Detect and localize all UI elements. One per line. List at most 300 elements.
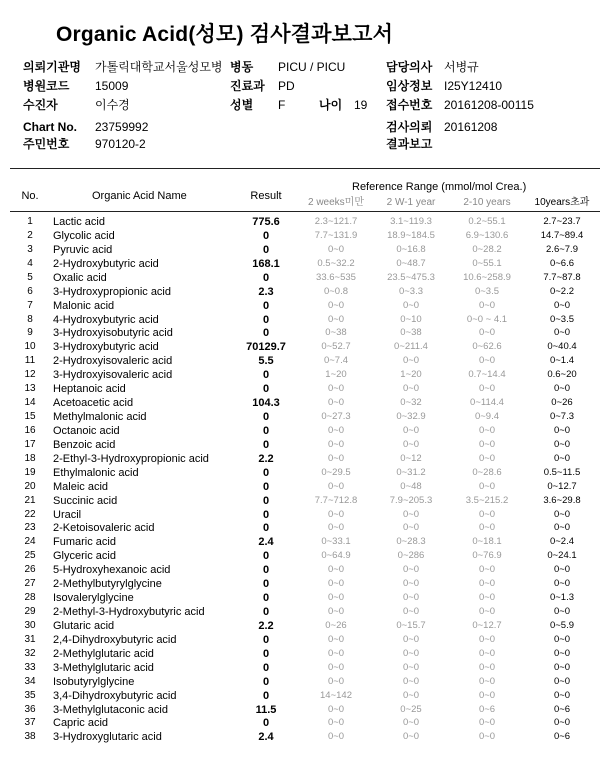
row-number: 23 xyxy=(24,522,36,534)
ssn-value: 970120-2 xyxy=(95,137,146,151)
range-2w-1y: 18.9~184.5 xyxy=(387,229,435,241)
table-row xyxy=(0,368,607,382)
range-over-10y: 0~26 xyxy=(551,397,573,409)
range-under-2-weeks: 0~0 xyxy=(327,578,345,590)
range-under-2-weeks: 0~0 xyxy=(327,383,345,395)
row-number: 35 xyxy=(24,689,36,701)
range-2-10y: 0~18.1 xyxy=(472,536,502,548)
acid-name: 3-Methylglutaconic acid xyxy=(53,703,168,716)
range-2-10y: 0~0 xyxy=(478,689,496,701)
table-row xyxy=(0,549,607,563)
table-row xyxy=(0,703,607,717)
range-2-10y: 0~12.7 xyxy=(472,619,502,631)
range-over-10y: 0~1.3 xyxy=(549,592,575,604)
range-2w-1y: 0~211.4 xyxy=(394,341,428,353)
range-2-10y: 0~28.6 xyxy=(472,466,502,478)
row-number: 37 xyxy=(24,717,36,729)
range-over-10y: 0~0 xyxy=(553,452,571,464)
row-number: 26 xyxy=(24,564,36,576)
range-2-10y: 6.9~130.6 xyxy=(465,229,509,241)
row-number: 11 xyxy=(24,355,36,367)
range-under-2-weeks: 0~29.5 xyxy=(321,466,351,478)
range-under-2-weeks: 1~20 xyxy=(325,369,347,381)
result-value: 5.5 xyxy=(258,355,274,368)
range-under-2-weeks: 0~64.9 xyxy=(321,550,351,562)
row-number: 18 xyxy=(24,452,36,464)
range-under-2-weeks: 0~0 xyxy=(327,661,345,673)
table-row xyxy=(0,340,607,354)
range-under-2-weeks: 33.6~535 xyxy=(316,271,356,283)
range-under-2-weeks: 7.7~712.8 xyxy=(314,494,358,506)
range-2w-1y: 0~15.7 xyxy=(396,619,426,631)
range-2-10y: 0~76.9 xyxy=(472,550,502,562)
range-under-2-weeks: 0~27.3 xyxy=(321,411,351,423)
range-2w-1y: 0~0 xyxy=(402,522,420,534)
request-label: 검사의뢰 xyxy=(386,120,433,134)
row-number: 33 xyxy=(24,661,36,673)
result-value: 2.4 xyxy=(258,536,274,549)
row-number: 25 xyxy=(24,550,36,562)
table-row xyxy=(0,452,607,466)
row-number: 7 xyxy=(27,299,33,311)
range-2-10y: 0~0 xyxy=(478,717,496,729)
acid-name: 2-Methyl-3-Hydroxybutyric acid xyxy=(53,606,205,619)
range-2w-1y: 0~32 xyxy=(400,397,422,409)
table-row xyxy=(0,285,607,299)
result-value: 0 xyxy=(262,578,270,591)
range-2w-1y: 0~0 xyxy=(402,647,420,659)
table-row xyxy=(0,410,607,424)
row-number: 3 xyxy=(27,243,33,255)
range-under-2-weeks: 7.7~131.9 xyxy=(314,229,358,241)
range-2w-1y: 0~0 xyxy=(402,675,420,687)
row-number: 24 xyxy=(24,536,36,548)
range-over-10y: 0~0 xyxy=(553,438,571,450)
range-over-10y: 2.6~7.9 xyxy=(546,243,578,255)
range-under-2-weeks: 0~52.7 xyxy=(321,341,351,353)
result-value: 2.2 xyxy=(258,619,274,632)
result-value: 0 xyxy=(262,550,270,563)
result-value: 0 xyxy=(262,424,270,437)
acid-name: Lactic acid xyxy=(53,216,105,228)
range-under-2-weeks: 0~0 xyxy=(327,313,345,325)
range-2-10y: 0~0 xyxy=(478,592,496,604)
acid-name: 3-Hydroxyglutaric acid xyxy=(53,731,162,744)
row-number: 32 xyxy=(24,647,36,659)
range-under-2-weeks: 0~0 xyxy=(327,564,345,576)
acid-name: Malonic acid xyxy=(53,299,115,312)
row-number: 4 xyxy=(27,257,33,269)
dept-label: 진료과 xyxy=(230,79,265,93)
row-number: 31 xyxy=(24,633,36,645)
range-over-10y: 0~0 xyxy=(553,717,571,729)
acid-name: Heptanoic acid xyxy=(53,383,126,396)
acid-name: Uracil xyxy=(53,508,82,521)
row-number: 28 xyxy=(24,592,36,604)
tester-label: 수진자 xyxy=(23,98,58,112)
result-value: 0 xyxy=(262,299,270,312)
row-number: 22 xyxy=(24,508,36,520)
row-number: 29 xyxy=(24,606,36,618)
range-2-10y: 0~0 ~ 4.1 xyxy=(466,313,508,325)
result-value: 104.3 xyxy=(252,397,280,410)
table-row xyxy=(0,494,607,508)
acid-name: Maleic acid xyxy=(53,480,109,493)
table-row xyxy=(0,438,607,452)
clinical-value: I25Y12410 xyxy=(444,79,503,93)
col-name: Organic Acid Name xyxy=(92,190,187,202)
range-over-10y: 0~0 xyxy=(553,689,571,701)
age-value: 19 xyxy=(354,98,368,112)
table-row xyxy=(0,313,607,327)
table-row xyxy=(0,396,607,410)
row-number: 17 xyxy=(24,438,36,450)
range-under-2-weeks: 0~0 xyxy=(327,452,345,464)
col-result: Result xyxy=(250,190,282,202)
range-2-10y: 0~114.4 xyxy=(470,397,504,409)
range-2w-1y: 0~38 xyxy=(400,327,422,339)
range-over-10y: 0~40.4 xyxy=(547,341,577,353)
acid-name: 3-Hydroxypropionic acid xyxy=(53,285,171,298)
row-number: 14 xyxy=(24,397,36,409)
range-over-10y: 0~6 xyxy=(553,703,571,715)
range-2w-1y: 0~0 xyxy=(402,424,420,436)
acid-name: 3-Hydroxybutyric acid xyxy=(53,341,159,354)
accession-label: 접수번호 xyxy=(386,98,433,112)
range-under-2-weeks: 0~0 xyxy=(327,424,345,436)
row-number: 19 xyxy=(24,466,36,478)
range-over-10y: 0~0 xyxy=(553,633,571,645)
range-2-10y: 3.5~215.2 xyxy=(465,494,509,506)
chart-value: 23759992 xyxy=(95,120,149,134)
row-number: 5 xyxy=(27,271,33,283)
range-2-10y: 0.2~55.1 xyxy=(468,216,506,227)
acid-name: 2-Methylglutaric acid xyxy=(53,647,154,660)
range-2w-1y: 0~16.8 xyxy=(396,243,426,255)
range-under-2-weeks: 0~0 xyxy=(327,592,345,604)
range-2w-1y: 0~25 xyxy=(400,703,422,715)
acid-name: 2,4-Dihydroxybutyric acid xyxy=(53,633,177,646)
range-2-10y: 0~0 xyxy=(478,438,496,450)
range-under-2-weeks: 0~0.8 xyxy=(323,285,349,297)
age-label: 나이 xyxy=(319,98,343,112)
acid-name: 3-Methylglutaric acid xyxy=(53,661,154,674)
institution-label: 의뢰기관명 xyxy=(23,60,81,74)
ssn-label: 주민번호 xyxy=(23,137,70,151)
range-2w-1y: 3.1~119.3 xyxy=(390,216,432,227)
acid-name: Methylmalonic acid xyxy=(53,411,147,424)
range-over-10y: 0~0 xyxy=(553,606,571,618)
range-under-2-weeks: 0~33.1 xyxy=(321,536,351,548)
row-number: 27 xyxy=(24,578,36,590)
range-2-10y: 0~3.5 xyxy=(474,285,500,297)
table-row xyxy=(0,605,607,619)
result-value: 2.4 xyxy=(258,731,274,744)
row-number: 9 xyxy=(27,327,33,339)
range-2w-1y: 0~48.7 xyxy=(396,257,426,269)
acid-name: 2-Ketoisovaleric acid xyxy=(53,522,155,535)
range-2-10y: 0~6 xyxy=(478,703,496,715)
row-number: 6 xyxy=(27,285,33,297)
range-2-10y: 0.7~14.4 xyxy=(468,369,506,381)
accession-value: 20161208-00115 xyxy=(444,98,534,112)
range-over-10y: 14.7~89.4 xyxy=(540,229,584,241)
range-over-10y: 0~24.1 xyxy=(547,550,577,562)
table-row xyxy=(0,271,607,285)
range-2-10y: 0~0 xyxy=(478,452,496,464)
range-2-10y: 0~28.2 xyxy=(472,243,502,255)
acid-name: Pyruvic acid xyxy=(53,243,113,256)
range-over-10y: 0~3.5 xyxy=(549,313,575,325)
doctor-label: 담당의사 xyxy=(386,60,433,74)
table-row xyxy=(0,326,607,340)
result-value: 0 xyxy=(262,327,270,340)
acid-name: Succinic acid xyxy=(53,494,118,507)
range-under-2-weeks: 0~0 xyxy=(327,522,345,534)
range-over-10y: 0~0 xyxy=(553,327,571,339)
range-head: 10years초과 xyxy=(534,197,590,208)
acid-name: 5-Hydroxyhexanoic acid xyxy=(53,564,171,577)
table-row xyxy=(0,480,607,494)
result-value: 11.5 xyxy=(255,703,277,716)
row-number: 13 xyxy=(24,383,36,395)
range-under-2-weeks: 0~0 xyxy=(327,397,345,409)
range-over-10y: 0~0 xyxy=(553,383,571,395)
range-under-2-weeks: 0~0 xyxy=(327,717,345,729)
acid-name: Benzoic acid xyxy=(53,438,116,451)
result-value: 0 xyxy=(262,717,270,730)
range-2w-1y: 0~0 xyxy=(402,661,420,673)
range-over-10y: 0~0 xyxy=(553,578,571,590)
table-row xyxy=(0,647,607,661)
tester-value: 이수경 xyxy=(95,98,130,112)
result-value: 0 xyxy=(262,675,270,688)
range-under-2-weeks: 2.3~121.7 xyxy=(314,216,358,227)
range-2-10y: 0~0 xyxy=(478,564,496,576)
dept-value: PD xyxy=(278,79,295,93)
result-value: 0 xyxy=(262,647,270,660)
range-head: 2 W-1 year xyxy=(386,197,436,208)
range-2-10y: 0~0 xyxy=(478,633,496,645)
range-2w-1y: 0~286 xyxy=(397,550,425,562)
acid-name: 4-Hydroxybutyric acid xyxy=(53,313,159,326)
range-2w-1y: 0~0 xyxy=(402,731,420,743)
hospital-code-value: 15009 xyxy=(95,79,129,93)
row-number: 16 xyxy=(24,424,36,436)
request-value: 20161208 xyxy=(444,120,498,134)
table-row xyxy=(0,521,607,535)
range-2w-1y: 0~10 xyxy=(400,313,422,325)
range-under-2-weeks: 0~0 xyxy=(327,647,345,659)
range-2w-1y: 7.9~205.3 xyxy=(389,494,433,506)
range-2-10y: 0~62.6 xyxy=(472,341,502,353)
sex-label: 성별 xyxy=(230,98,254,112)
table-row xyxy=(0,299,607,313)
row-number: 34 xyxy=(24,675,36,687)
row-number: 38 xyxy=(24,731,36,743)
row-number: 12 xyxy=(24,369,36,381)
acid-name: 3-Hydroxyisobutyric acid xyxy=(53,327,173,340)
range-2-10y: 0~0 xyxy=(478,424,496,436)
report-label: 결과보고 xyxy=(386,137,433,151)
range-2w-1y: 0~0 xyxy=(402,508,420,520)
acid-name: Isovalerylglycine xyxy=(53,592,134,605)
range-2-10y: 0~55.1 xyxy=(472,257,502,269)
acid-name: 2-Ethyl-3-Hydroxypropionic acid xyxy=(53,452,209,465)
acid-name: Octanoic acid xyxy=(53,424,120,437)
range-over-10y: 0~2.2 xyxy=(549,285,575,297)
acid-name: Glycolic acid xyxy=(53,229,115,242)
range-under-2-weeks: 14~142 xyxy=(320,689,352,701)
range-2-10y: 0~0 xyxy=(478,480,496,492)
result-value: 0 xyxy=(262,661,270,674)
result-value: 2.2 xyxy=(258,452,274,465)
range-under-2-weeks: 0~0 xyxy=(327,480,345,492)
row-number: 1 xyxy=(27,216,33,227)
result-value: 0 xyxy=(262,522,270,535)
range-2w-1y: 0~0 xyxy=(402,633,420,645)
range-over-10y: 0~0 xyxy=(553,508,571,520)
range-2w-1y: 0~0 xyxy=(402,606,420,618)
row-number: 15 xyxy=(24,411,36,423)
table-divider xyxy=(10,211,600,212)
result-value: 0 xyxy=(262,229,270,242)
result-value: 0 xyxy=(262,243,270,256)
range-under-2-weeks: 0~0 xyxy=(327,731,345,743)
range-under-2-weeks: 0~0 xyxy=(327,299,345,311)
range-over-10y: 0~0 xyxy=(553,424,571,436)
range-2w-1y: 0~0 xyxy=(402,355,420,367)
result-value: 0 xyxy=(262,271,270,284)
table-row xyxy=(0,716,607,730)
table-row xyxy=(0,577,607,591)
range-2w-1y: 23.5~475.3 xyxy=(387,271,435,283)
acid-name: Glutaric acid xyxy=(53,619,115,632)
acid-name: Isobutyrylglycine xyxy=(53,675,135,688)
range-2-10y: 0~0 xyxy=(478,299,496,311)
result-value: 0 xyxy=(262,438,270,451)
result-value: 0 xyxy=(262,411,270,424)
result-value: 775.6 xyxy=(252,216,280,228)
range-under-2-weeks: 0~0 xyxy=(327,675,345,687)
range-2-10y: 0~0 xyxy=(478,647,496,659)
result-value: 0 xyxy=(262,606,270,619)
range-under-2-weeks: 0~0 xyxy=(327,243,345,255)
table-row xyxy=(0,466,607,480)
range-head: 2-10 years xyxy=(463,197,511,208)
range-2-10y: 10.6~258.9 xyxy=(463,271,511,283)
range-2w-1y: 0~48 xyxy=(400,480,422,492)
acid-name: 2-Hydroxyisovaleric acid xyxy=(53,355,173,368)
range-2w-1y: 0~12 xyxy=(400,452,422,464)
range-2-10y: 0~0 xyxy=(478,661,496,673)
table-row xyxy=(0,382,607,396)
table-row xyxy=(0,591,607,605)
range-over-10y: 0~0 xyxy=(553,661,571,673)
result-value: 168.1 xyxy=(252,257,280,270)
result-value: 70129.7 xyxy=(246,341,286,354)
range-over-10y: 0~0 xyxy=(553,564,571,576)
range-under-2-weeks: 0~26 xyxy=(325,619,347,631)
range-2w-1y: 0~0 xyxy=(402,717,420,729)
range-over-10y: 0~5.9 xyxy=(549,619,575,631)
table-row xyxy=(0,229,607,243)
result-value: 0 xyxy=(262,508,270,521)
range-over-10y: 0.6~20 xyxy=(547,369,577,381)
table-row xyxy=(0,661,607,675)
result-value: 0 xyxy=(262,689,270,702)
range-2-10y: 0~0 xyxy=(478,383,496,395)
result-value: 0 xyxy=(262,480,270,493)
table-row xyxy=(0,689,607,703)
report-title: Organic Acid(성모) 검사결과보고서 xyxy=(56,23,394,46)
range-2w-1y: 0~0 xyxy=(402,299,420,311)
range-over-10y: 0~6.6 xyxy=(549,257,575,269)
acid-name: 3,4-Dihydroxybutyric acid xyxy=(53,689,177,702)
table-row xyxy=(0,424,607,438)
range-2w-1y: 0~28.3 xyxy=(396,536,426,548)
result-value: 0 xyxy=(262,466,270,479)
range-2w-1y: 0~0 xyxy=(402,383,420,395)
result-value: 0 xyxy=(262,592,270,605)
range-over-10y: 0~2.4 xyxy=(549,536,575,548)
range-2w-1y: 0~32.9 xyxy=(396,411,426,423)
range-2w-1y: 1~20 xyxy=(400,369,422,381)
acid-name: Acetoacetic acid xyxy=(53,397,134,410)
table-row xyxy=(0,633,607,647)
range-over-10y: 0~7.3 xyxy=(549,411,575,423)
range-2w-1y: 0~0 xyxy=(402,438,420,450)
range-over-10y: 0~0 xyxy=(553,675,571,687)
range-over-10y: 2.7~23.7 xyxy=(543,216,581,227)
range-2-10y: 0~0 xyxy=(478,522,496,534)
institution-value: 가톨릭대학교서울성모병 xyxy=(95,60,223,74)
range-under-2-weeks: 0~0 xyxy=(327,508,345,520)
range-over-10y: 0~0 xyxy=(553,522,571,534)
acid-name: 2-Methylbutyrylglycine xyxy=(53,578,162,591)
range-over-10y: 7.7~87.8 xyxy=(543,271,581,283)
table-row xyxy=(0,243,607,257)
range-over-10y: 0~0 xyxy=(553,647,571,659)
row-number: 8 xyxy=(27,313,33,325)
range-2w-1y: 0~0 xyxy=(402,592,420,604)
range-over-10y: 0~1.4 xyxy=(549,355,575,367)
range-over-10y: 0.5~11.5 xyxy=(543,466,581,478)
table-row xyxy=(0,354,607,368)
range-under-2-weeks: 0.5~32.2 xyxy=(317,257,355,269)
range-under-2-weeks: 0~38 xyxy=(325,327,347,339)
range-over-10y: 3.6~29.8 xyxy=(543,494,581,506)
range-2w-1y: 0~3.3 xyxy=(398,285,424,297)
row-number: 30 xyxy=(24,619,36,631)
hospital-code-label: 병원코드 xyxy=(23,79,70,93)
table-row xyxy=(0,619,607,633)
range-head: 2 weeks미만 xyxy=(307,197,364,208)
range-over-10y: 0~0 xyxy=(553,299,571,311)
row-number: 2 xyxy=(27,229,33,241)
range-over-10y: 0~12.7 xyxy=(547,480,577,492)
row-number: 36 xyxy=(24,703,36,715)
range-2-10y: 0~0 xyxy=(478,731,496,743)
range-2w-1y: 0~0 xyxy=(402,689,420,701)
table-row xyxy=(0,563,607,577)
range-2w-1y: 0~0 xyxy=(402,578,420,590)
ward-label: 병동 xyxy=(230,60,254,74)
table-row xyxy=(0,535,607,549)
col-reference: Reference Range (mmol/mol Crea.) xyxy=(352,181,527,193)
table-row xyxy=(0,215,607,229)
col-no: No. xyxy=(21,190,39,202)
